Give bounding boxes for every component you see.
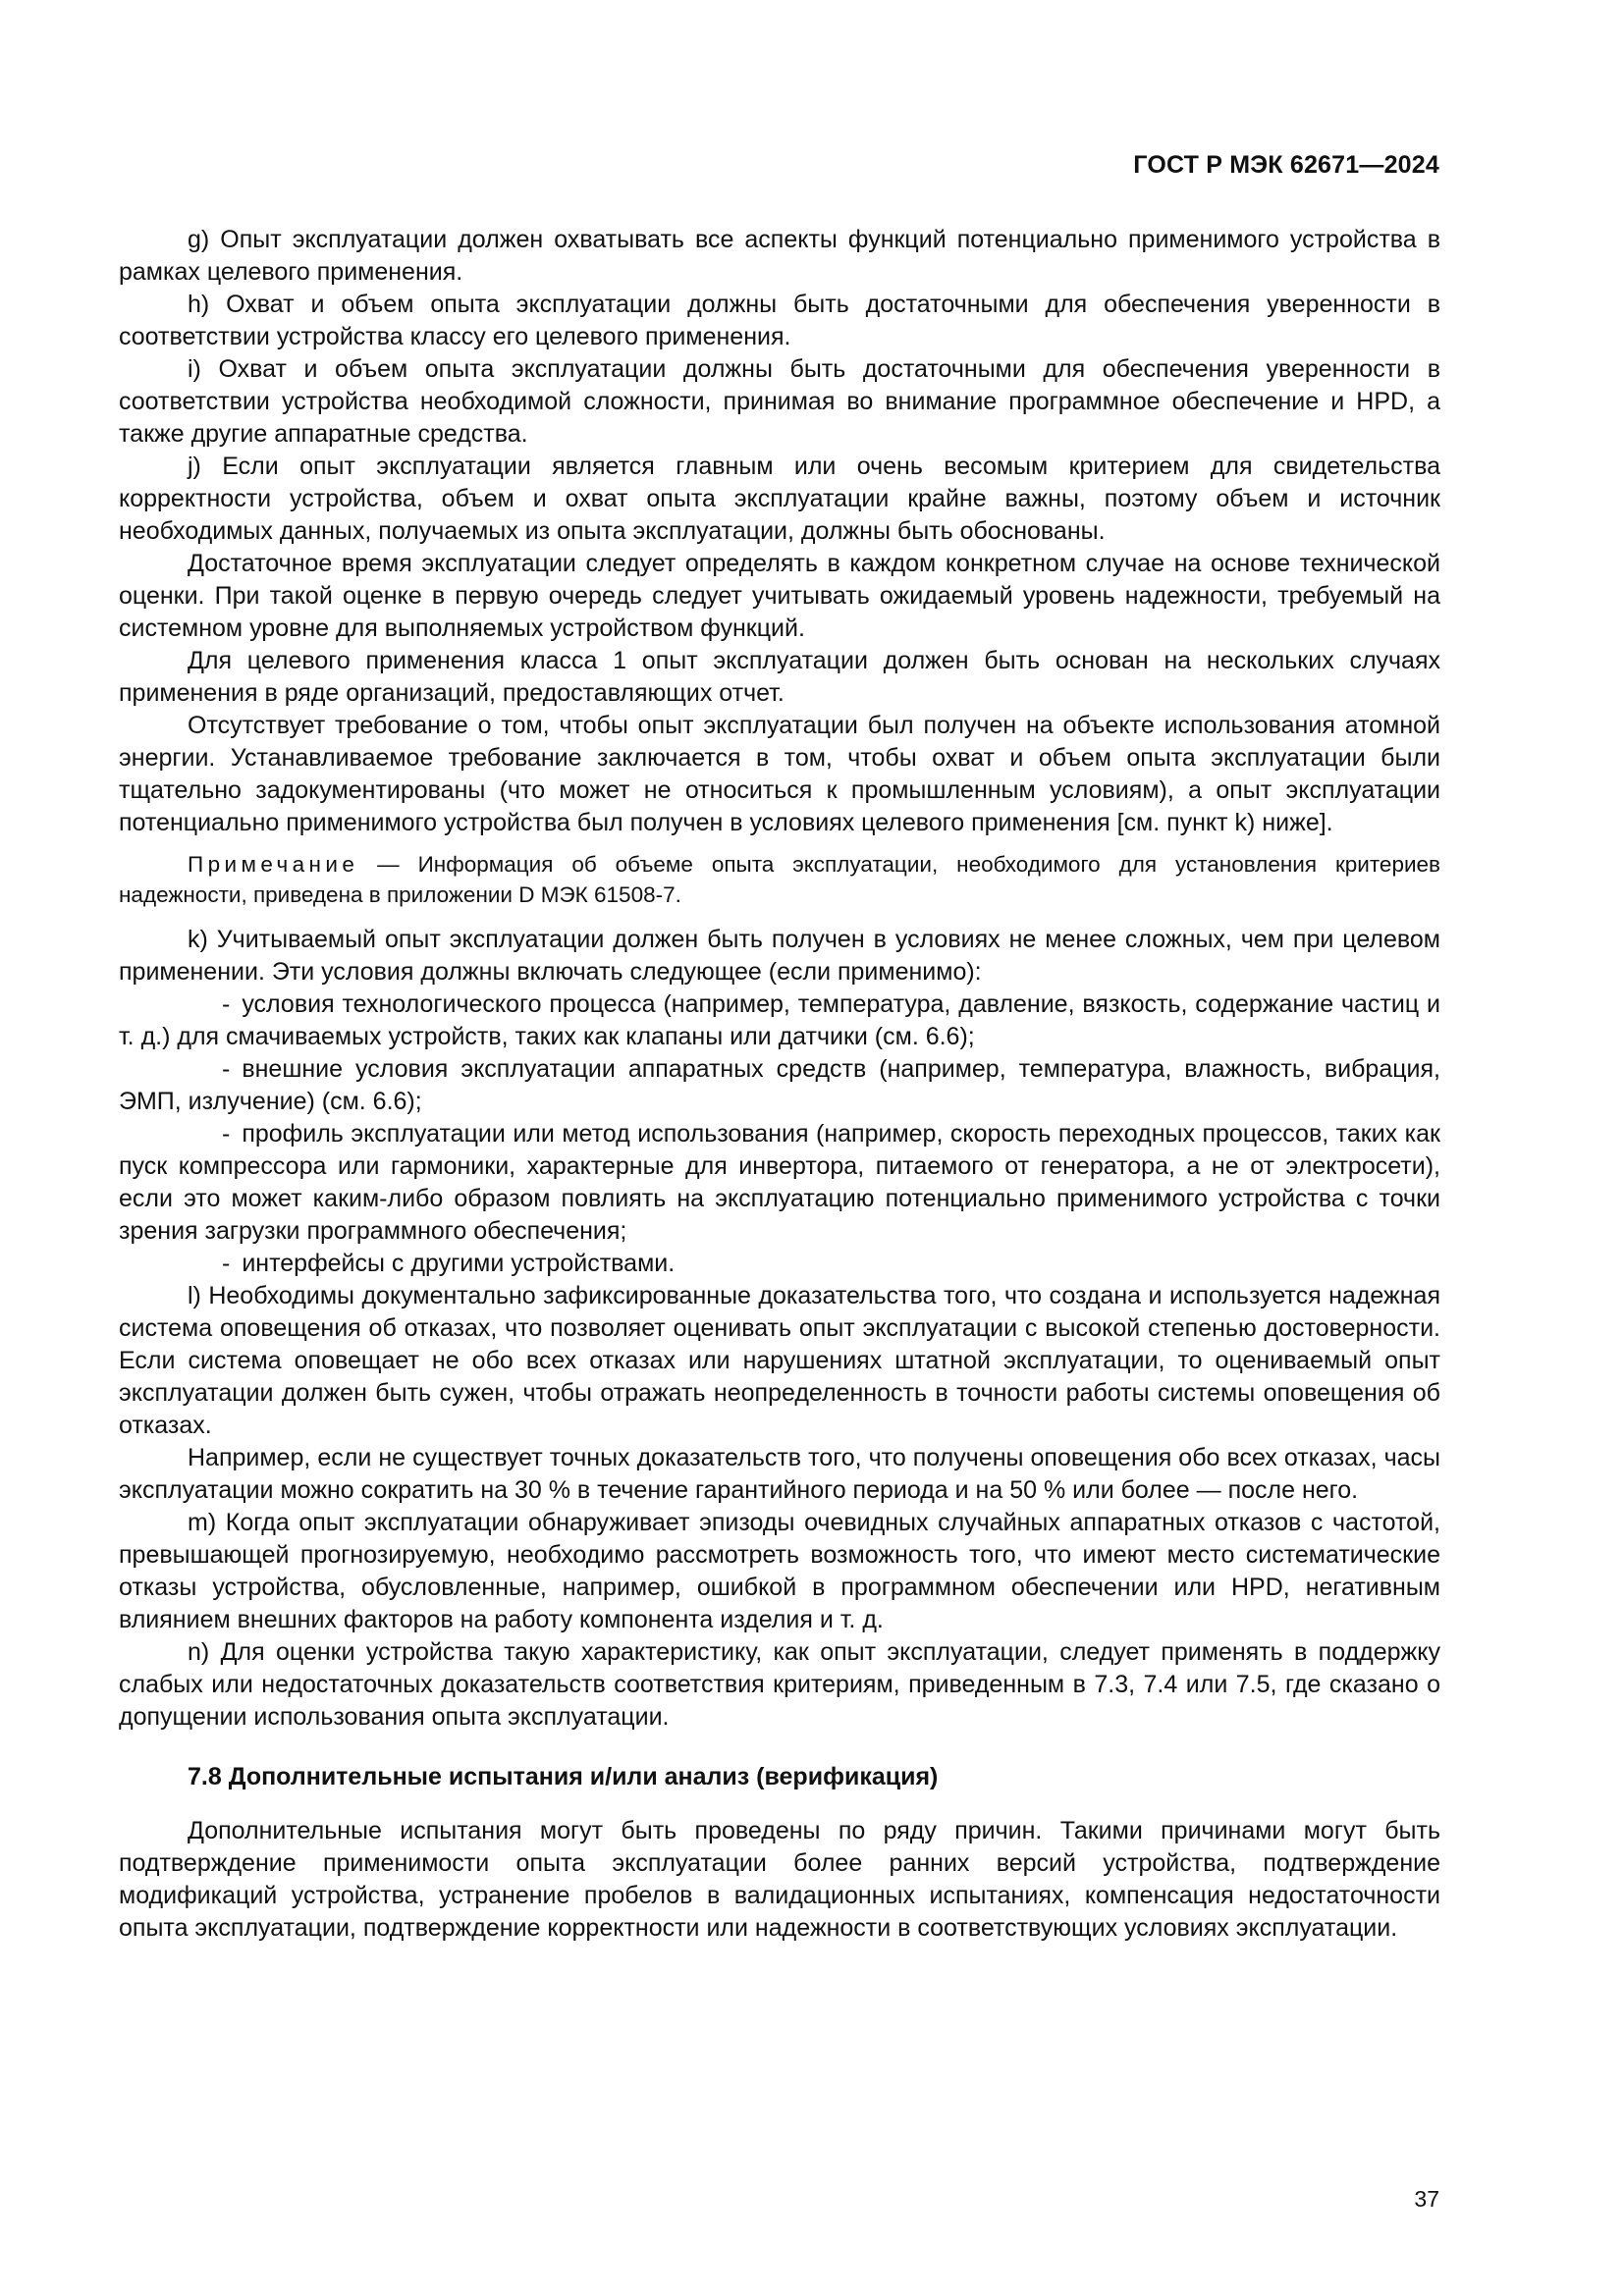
list-item: [119, 988, 1440, 1053]
paragraph-example: Например, если не существует точных доказательств того, что получены оповещения обо всех отказах, часы эксплуатации можно сократить на 30 % в течение гарантийного периода и на 50 % или более — после него.: [119, 1444, 1440, 1504]
item-j: j) Если опыт эксплуатации является главным или очень весомым критерием для свидетельства корректности устройства, объем и охват опыта эксплуатации крайне важны, поэтому объем и источник необходимых данных, получаемых из опыта эксплуатации, должны быть обоснованы.: [119, 453, 1440, 545]
page-number: 37: [1414, 2186, 1439, 2212]
list-item-text: профиль эксплуатации или метод использования (например, скорость переходных процессов, таких как пуск компрессора или гармоники, характерные для инвертора, питаемого от генератора, а не от электросети), если это может каким-либо образом повлиять на эксплуатацию потенциально применимого устройства с точки зрения загрузки программного обеспечения;: [119, 1120, 1440, 1245]
item-g: g) Опыт эксплуатации должен охватывать все аспекты функций потенциально применимого устройства в рамках целевого применения.: [119, 226, 1440, 286]
note: [119, 849, 1440, 910]
list-item: [119, 1053, 1440, 1118]
item-k: k) Учитываемый опыт эксплуатации должен быть получен в условиях не менее сложных, чем при целевом применении. Эти условия должны включать следующее (если применимо):: [119, 926, 1440, 986]
paragraph-operating-time: Достаточное время эксплуатации следует определять в каждом конкретном случае на основе технической оценки. При такой оценке в первую очередь следует учитывать ожидаемый уровень надежности, требуемый на системном уровне для выполняемых устройством функций.: [119, 550, 1440, 642]
document-header: ГОСТ Р МЭК 62671—2024: [1133, 151, 1439, 179]
paragraph-class-1: Для целевого применения класса 1 опыт эксплуатации должен быть основан на нескольких случаях применения в ряде организаций, предоставляющих отчет.: [119, 647, 1440, 707]
item-h: h) Охват и объем опыта эксплуатации должны быть достаточными для обеспечения уверенности в соответствии устройства классу его целевого применения.: [119, 291, 1440, 350]
paragraph-no-requirement: Отсутствует требование о том, чтобы опыт эксплуатации был получен на объекте использования атомной энергии. Устанавливаемое требование заключается в том, чтобы охват и объем опыта эксплуатации были тщательно задокументированы (что может не относиться к промышленным условиям), а опыт эксплуатации потенциально применимого устройства был получен в условиях целевого применения [см. пункт k) ниже].: [119, 712, 1440, 836]
page-body: [119, 224, 1440, 1945]
item-n: n) Для оценки устройства такую характеристику, как опыт эксплуатации, следует применять в поддержку слабых или недостаточных доказательств соответствия критериям, приведенным в 7.3, 7.4 или 7.5, где сказано о допущении использования опыта эксплуатации.: [119, 1638, 1440, 1731]
dash-mark: -: [222, 1055, 231, 1083]
note-text: — Информация об объеме опыта эксплуатации, необходимого для установления критериев надежности, приведена в приложении D МЭК 61508-7.: [119, 852, 1440, 907]
list-item: [119, 1248, 1440, 1280]
section-heading: 7.8 Дополнительные испытания и/или анализ (верификация): [188, 1763, 939, 1790]
dash-mark: -: [222, 1120, 231, 1148]
item-l: l) Необходимы документально зафиксированные доказательства того, что создана и используется надежная система оповещения об отказах, что позволяет оценивать опыт эксплуатации с высокой степенью достоверности. Если система оповещает не обо всех отказах или нарушениях штатной эксплуатации, то оцениваемый опыт эксплуатации должен быть сужен, чтобы отражать неопределенность в точности работы системы оповещения об отказах.: [119, 1282, 1440, 1439]
list-item: [119, 1118, 1440, 1248]
item-m: m) Когда опыт эксплуатации обнаруживает эпизоды очевидных случайных аппаратных отказов с частотой, превышающей прогнозируемую, необходимо рассмотреть возможность того, что имеют место систематические отказы устройства, обусловленные, например, ошибкой в программном обеспечении или HPD, негативным влиянием внешних факторов на работу компонента изделия и т. д.: [119, 1509, 1440, 1633]
dash-mark: -: [222, 990, 231, 1018]
list-item-text: внешние условия эксплуатации аппаратных средств (например, температура, влажность, вибрация, ЭМП, излучение) (см. 6.6);: [119, 1055, 1440, 1115]
dash-mark: -: [222, 1250, 231, 1277]
list-item-text: условия технологического процесса (например, температура, давление, вязкость, содержание частиц и т. д.) для смачиваемых устройств, таких как клапаны или датчики (см. 6.6);: [119, 990, 1440, 1050]
item-i: i) Охват и объем опыта эксплуатации должны быть достаточными для обеспечения уверенности в соответствии устройства необходимой сложности, принимая во внимание программное обеспечение и HPD, а также другие аппаратные средства.: [119, 355, 1440, 448]
note-label: Примечание: [188, 852, 359, 877]
section-paragraph: Дополнительные испытания могут быть проведены по ряду причин. Такими причинами могут быть подтверждение применимости опыта эксплуатации более ранних версий устройства, подтверждение модификаций устройства, устранение пробелов в валидационных испытаниях, компенсация недостаточности опыта эксплуатации, подтверждение корректности или надежности в соответствующих условиях эксплуатации.: [119, 1817, 1440, 1942]
list-item-text: интерфейсы с другими устройствами.: [242, 1250, 676, 1277]
